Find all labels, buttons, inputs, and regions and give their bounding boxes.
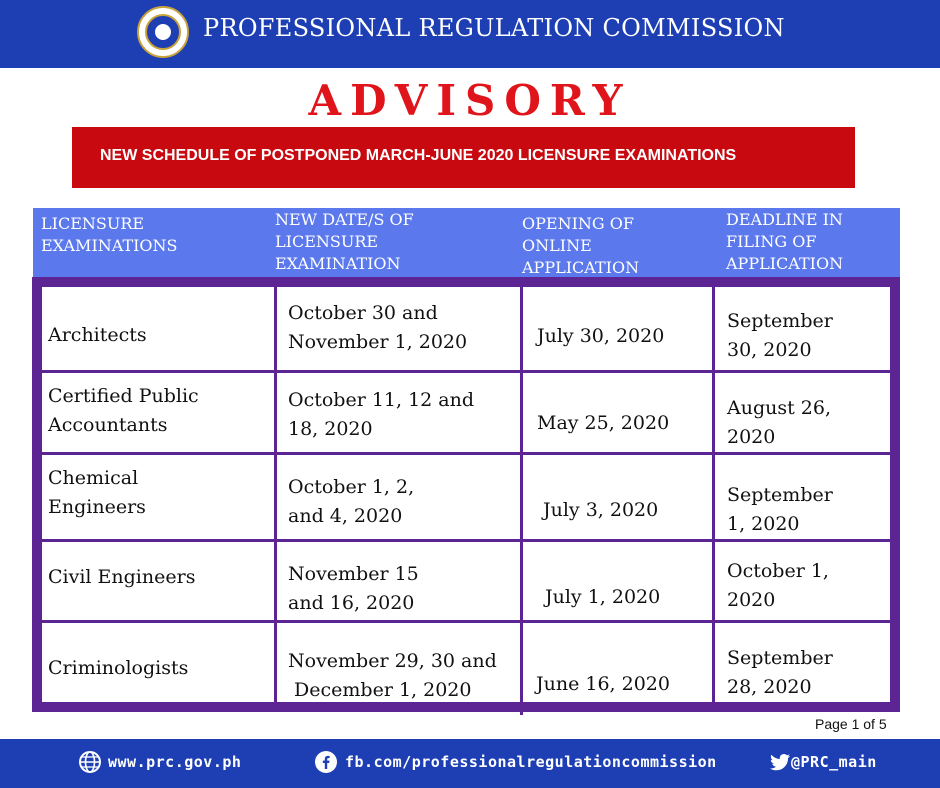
table-row-exam: Criminologists (48, 657, 189, 679)
table-row-deadline: September 30, 2020 (727, 310, 833, 361)
page-number: Page 1 of 5 (815, 716, 887, 732)
twitter-icon (767, 750, 793, 774)
header-cell-exam: LICENSURE EXAMINATIONS (41, 214, 178, 255)
table-row-deadline: August 26, 2020 (727, 397, 831, 448)
table-row-dates: October 11, 12 and 18, 2020 (288, 389, 475, 440)
table-row-dates: November 29, 30 and December 1, 2020 (288, 650, 497, 701)
table-row-dates: October 1, 2, and 4, 2020 (288, 476, 415, 527)
globe-icon (78, 750, 102, 774)
table-row-exam: Chemical Engineers (48, 467, 146, 518)
table-row-opening: July 1, 2020 (545, 586, 661, 608)
table-row-deadline: September 1, 2020 (727, 484, 833, 535)
advisory-banner (72, 127, 855, 188)
table-row-opening: May 25, 2020 (537, 412, 670, 434)
table-row-opening: June 16, 2020 (536, 673, 670, 695)
table-row-opening: July 3, 2020 (543, 499, 659, 521)
table-header (33, 208, 900, 277)
row-divider (42, 370, 890, 373)
header-cell-new-dates: NEW DATE/S OF LICENSURE EXAMINATION (275, 210, 414, 273)
prc-seal-logo (137, 6, 189, 58)
row-divider (42, 620, 890, 623)
banner-text: NEW SCHEDULE OF POSTPONED MARCH-JUNE 2020 LICENSURE EXAMINATIONS (100, 147, 737, 164)
footer-bar (0, 739, 940, 788)
header-bar (0, 0, 940, 68)
table-row-deadline: September 28, 2020 (727, 647, 833, 698)
header-cell-deadline: DEADLINE IN FILING OF APPLICATION (726, 210, 844, 273)
table-row-dates: October 30 and November 1, 2020 (288, 302, 468, 353)
facebook-link[interactable]: fb.com/professionalregulationcommission (345, 753, 717, 771)
table-row-exam: Civil Engineers (48, 566, 196, 588)
row-divider (42, 452, 890, 455)
twitter-handle[interactable]: @PRC_main (791, 753, 877, 771)
table-row-opening: July 30, 2020 (537, 325, 665, 347)
header-cell-opening: OPENING OF ONLINE APPLICATION (522, 214, 640, 277)
table-row-dates: November 15 and 16, 2020 (288, 563, 419, 614)
table-row-exam: Certified Public Accountants (48, 385, 199, 436)
facebook-icon (314, 750, 338, 774)
column-divider (274, 277, 277, 704)
column-divider (712, 287, 715, 709)
table-row-exam: Architects (48, 324, 147, 346)
row-divider (42, 539, 890, 542)
commission-name: PROFESSIONAL REGULATION COMMISSION (203, 14, 785, 42)
table-row-deadline: October 1, 2020 (727, 560, 829, 611)
column-divider (520, 287, 523, 715)
website-link[interactable]: www.prc.gov.ph (108, 753, 242, 771)
advisory-title: ADVISORY (308, 76, 632, 125)
